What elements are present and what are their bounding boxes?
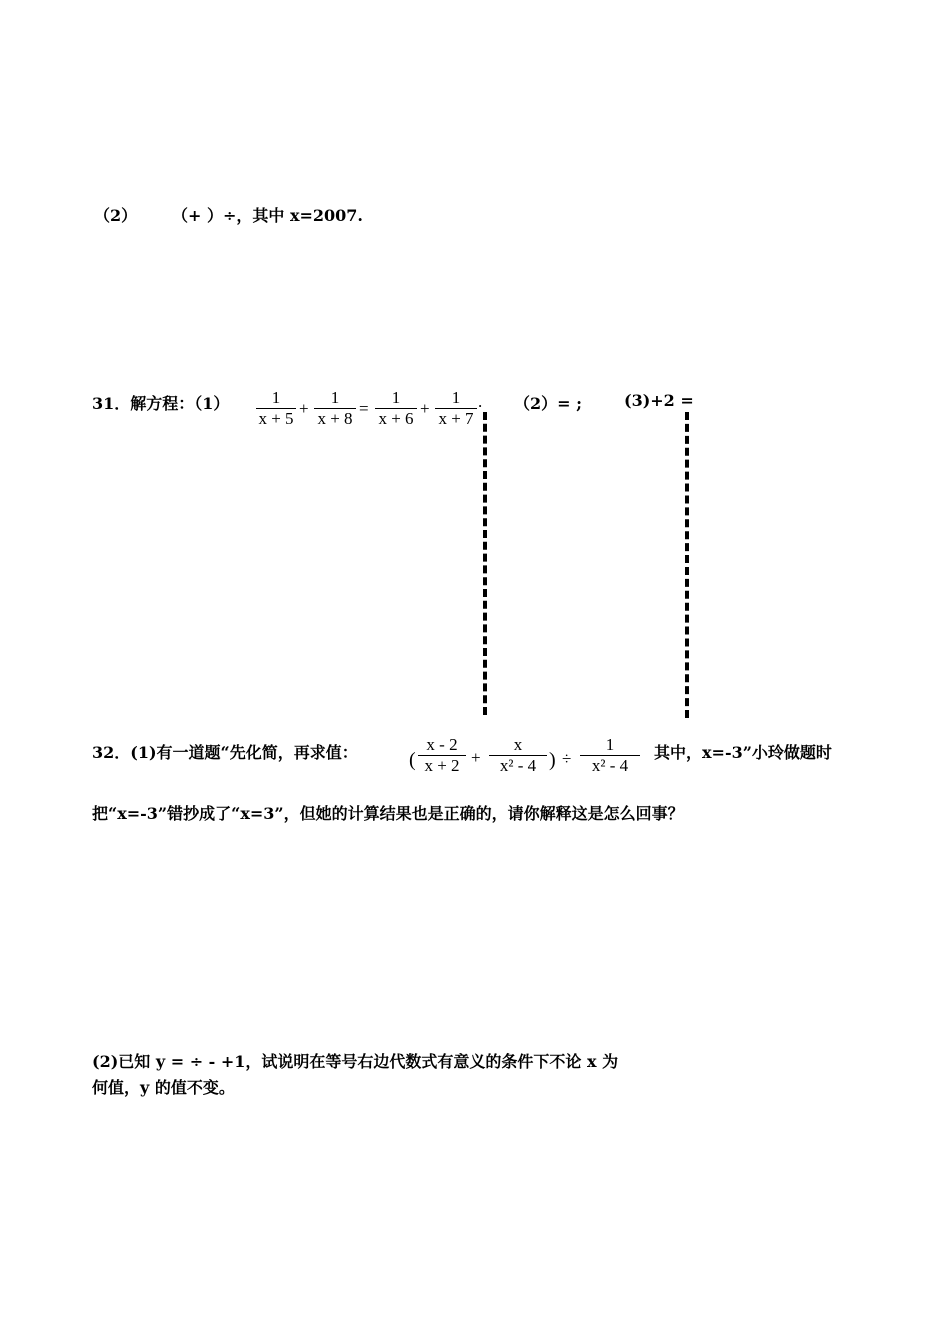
fraction-numerator: x bbox=[513, 735, 523, 754]
q32-expr-fraction-2 bbox=[488, 735, 548, 776]
fraction-denominator: x + 8 bbox=[317, 409, 353, 428]
q30-part2-label: （2） bbox=[94, 206, 138, 225]
q31-eq1-plus-2: + bbox=[420, 399, 430, 418]
fraction-numerator: 1 bbox=[605, 735, 615, 754]
q31-eq1-equals: = bbox=[359, 399, 369, 418]
q31-eq1-fraction-2 bbox=[313, 388, 357, 429]
column-divider-right bbox=[685, 412, 689, 718]
q32-part1-line2: 把“x=-3”错抄成了“x=3”，但她的计算结果也是正确的，请你解释这是怎么回事？ bbox=[92, 804, 684, 823]
fraction-denominator: x + 7 bbox=[438, 409, 474, 428]
fraction-denominator: x² - 4 bbox=[499, 756, 537, 775]
fraction-numerator: 1 bbox=[391, 388, 401, 407]
column-divider-left bbox=[483, 412, 487, 715]
q32-part2-line2: 何值，y 的值不变。 bbox=[92, 1078, 235, 1097]
q32-part2-line1: (2)已知 y = ÷ - +1，试说明在等号右边代数式有意义的条件下不论 x 为 bbox=[92, 1052, 619, 1071]
q32-expr-fraction-1 bbox=[417, 735, 467, 776]
fraction-numerator: 1 bbox=[330, 388, 340, 407]
fraction-numerator: x - 2 bbox=[426, 735, 458, 754]
q31-part2: （2）= ; bbox=[514, 394, 583, 413]
q31-eq1-fraction-4 bbox=[434, 388, 478, 429]
q32-expr-divide: ÷ bbox=[562, 749, 572, 768]
q31-eq1-period: . bbox=[478, 392, 483, 411]
q30-part2-expression: （+ ）÷，其中 x=2007. bbox=[172, 206, 364, 225]
q31-part3: (3)+2 = bbox=[624, 391, 694, 410]
q31-eq1-fraction-3 bbox=[374, 388, 418, 429]
fraction-denominator: x + 2 bbox=[424, 756, 460, 775]
fraction-denominator: x² - 4 bbox=[591, 756, 629, 775]
q31-eq1-fraction-1 bbox=[255, 388, 297, 429]
q32-expr-left-paren: ( bbox=[409, 749, 416, 771]
q31-eq1-plus-1: + bbox=[299, 399, 309, 418]
fraction-numerator: 1 bbox=[451, 388, 461, 407]
q31-label: 31．解方程：（1） bbox=[92, 394, 230, 413]
q32-expr-plus: + bbox=[471, 748, 481, 767]
fraction-numerator: 1 bbox=[271, 388, 281, 407]
fraction-denominator: x + 5 bbox=[258, 409, 294, 428]
fraction-denominator: x + 6 bbox=[378, 409, 414, 428]
q32-part1-intro: 32．(1)有一道题“先化简，再求值： bbox=[92, 743, 358, 762]
q32-part1-condition: 其中，x=-3”小玲做题时 bbox=[654, 743, 832, 762]
q32-expr-fraction-3 bbox=[579, 735, 641, 776]
q32-expr-right-paren: ) bbox=[549, 749, 556, 771]
